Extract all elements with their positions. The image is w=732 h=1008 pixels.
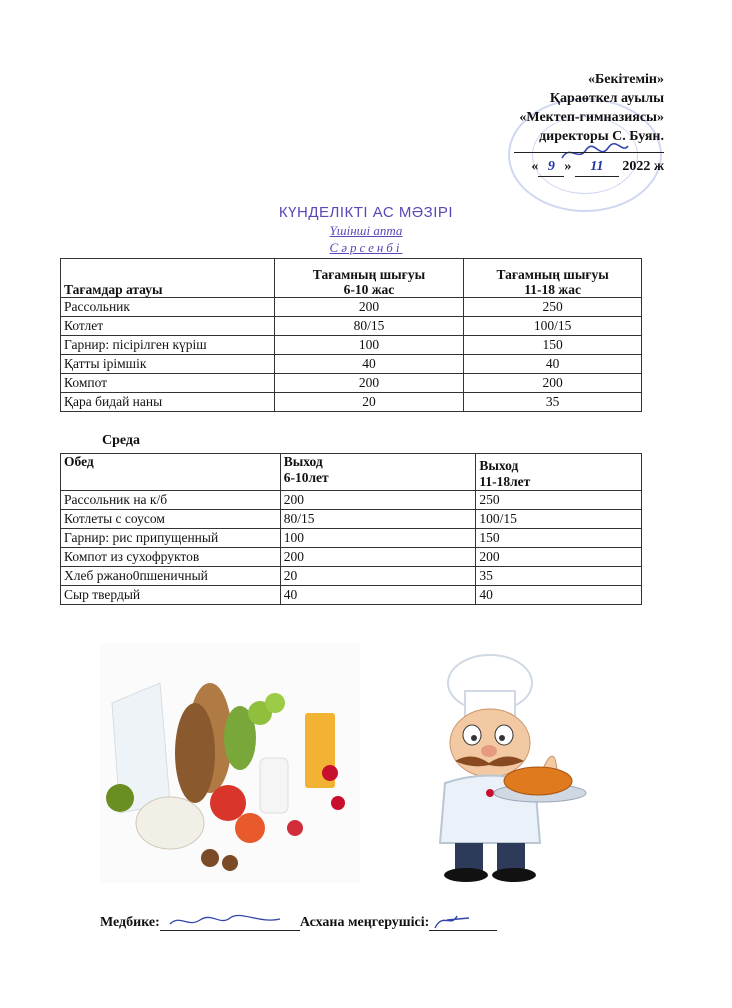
table-row (61, 491, 642, 510)
russian-menu-table (60, 453, 642, 605)
approval-line-2: Қараөткел ауылы (549, 91, 664, 106)
portion-cell: 200 (274, 298, 464, 317)
portion-cell: 100/15 (464, 317, 642, 336)
table-row (61, 374, 642, 393)
dish-name-cell: Қара бидай наны (61, 393, 275, 412)
approval-date: « 9 » 11 2022 ж (514, 157, 664, 177)
table-row (61, 548, 642, 567)
portion-cell: 200 (280, 491, 476, 510)
portion-cell: 250 (476, 491, 642, 510)
date-day: 9 (538, 157, 564, 177)
nurse-signature-line (160, 912, 300, 931)
table-row (61, 317, 642, 336)
approval-block (514, 70, 664, 177)
dish-name-cell: Котлеты с соусом (61, 510, 281, 529)
chef-cartoon (440, 655, 586, 882)
portion-cell: 40 (274, 355, 464, 374)
portion-cell: 200 (476, 548, 642, 567)
week-label: Үшінші апта (329, 223, 403, 238)
column-header: Тағамдар атауы (61, 259, 275, 298)
dish-name-cell: Гарнир: пісірілген күріш (61, 336, 275, 355)
column-header: Выход 11-18лет (476, 454, 642, 491)
dish-name-cell: Хлеб ржано0пшеничный (61, 567, 281, 586)
menu-title-block (0, 204, 732, 256)
portion-cell: 35 (476, 567, 642, 586)
dish-name-cell: Рассольник (61, 298, 275, 317)
approval-line-3: «Мектеп-гимназиясы» (519, 110, 664, 125)
table-row (61, 567, 642, 586)
approval-line-1: «Бекітемін» (587, 72, 664, 87)
portion-cell: 200 (274, 374, 464, 393)
portion-cell: 40 (464, 355, 642, 374)
column-header: Обед (61, 454, 281, 491)
portion-cell: 100 (274, 336, 464, 355)
portion-cell: 35 (464, 393, 642, 412)
food-still-life (100, 643, 360, 883)
day-label: Сәрсенбі (329, 240, 403, 255)
kitchen-manager-label: Асхана меңгерушісі: (299, 915, 430, 930)
portion-cell: 80/15 (280, 510, 476, 529)
portion-cell: 250 (464, 298, 642, 317)
dish-name-cell: Рассольник на к/б (61, 491, 281, 510)
dish-name-cell: Компот (61, 374, 275, 393)
portion-cell: 200 (280, 548, 476, 567)
dish-name-cell: Қатты ірімшік (61, 355, 275, 374)
portion-cell: 100 (280, 529, 476, 548)
table-row (61, 586, 642, 605)
dish-name-cell: Гарнир: рис припущенный (61, 529, 281, 548)
table-row (61, 393, 642, 412)
table-header-row (61, 259, 642, 298)
portion-cell: 20 (274, 393, 464, 412)
kitchen-signature-line (429, 912, 497, 931)
table-row (61, 510, 642, 529)
dish-name-cell: Сыр твердый (61, 586, 281, 605)
nurse-label: Медбике: (100, 915, 160, 930)
portion-cell: 200 (464, 374, 642, 393)
table-row (61, 298, 642, 317)
portion-cell: 150 (464, 336, 642, 355)
portion-cell: 100/15 (476, 510, 642, 529)
table-row (61, 529, 642, 548)
nurse-signature (160, 910, 300, 930)
portion-cell: 150 (476, 529, 642, 548)
portion-cell: 40 (476, 586, 642, 605)
portion-cell: 80/15 (274, 317, 464, 336)
table-header-row (61, 454, 642, 491)
dish-name-cell: Котлет (61, 317, 275, 336)
approval-line-4: директоры С. Буян. (539, 129, 664, 144)
food-and-chef-illustration (100, 643, 640, 883)
column-header: Тағамның шығуы 11-18 жас (464, 259, 642, 298)
date-month: 11 (575, 157, 619, 177)
kazakh-menu-table (60, 258, 642, 412)
column-header: Тағамның шығуы 6-10 жас (274, 259, 464, 298)
column-header: Выход 6-10лет (280, 454, 476, 491)
menu-title: КҮНДЕЛІКТІ АС МӘЗІРІ (278, 204, 454, 221)
dish-name-cell: Компот из сухофруктов (61, 548, 281, 567)
table-row (61, 355, 642, 374)
footer-signatures (100, 912, 497, 931)
portion-cell: 20 (280, 567, 476, 586)
portion-cell: 40 (280, 586, 476, 605)
date-year: 2022 ж (622, 159, 664, 174)
day-heading-ru: Среда (102, 433, 141, 448)
table-row (61, 336, 642, 355)
kitchen-signature (429, 910, 497, 930)
